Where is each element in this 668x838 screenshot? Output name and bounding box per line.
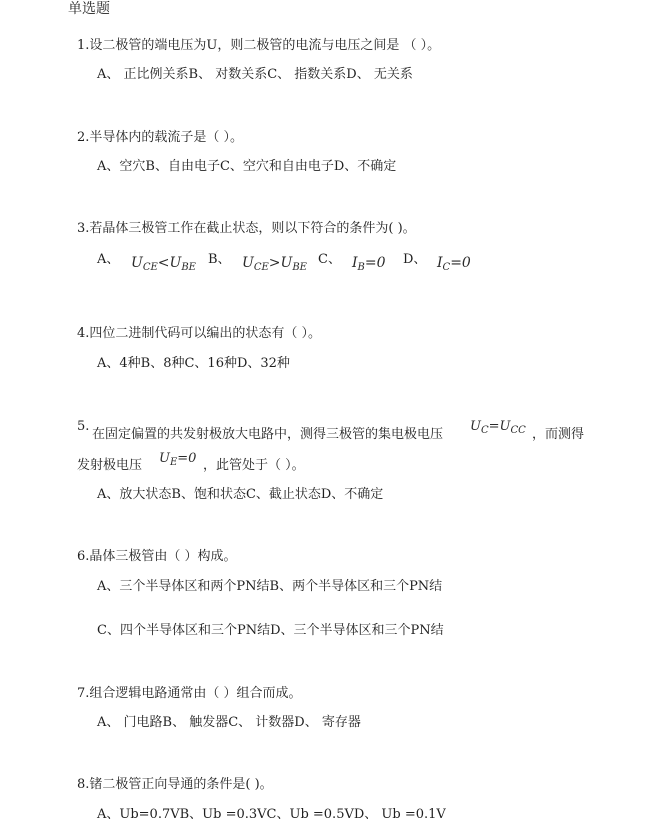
question-5-options: A、放大状态B、饱和状态C、截止状态D、不确定: [97, 487, 384, 502]
question-5-number: 5.: [77, 419, 90, 434]
question-8-options: A、Ub=0.7VB、Ub =0.3VC、Ub =0.5VD、 Ub =0.1V: [97, 807, 446, 822]
question-4-stem: 4.四位二进制代码可以编出的状态有（ ）。: [77, 326, 322, 341]
question-5-stem-part2: ，而测得: [532, 427, 585, 442]
question-3-option-b-label: B、: [208, 252, 231, 267]
question-5-formula-ue: $U_E=0$: [159, 451, 197, 468]
question-3-option-b-formula: $U_{CE}>U_{BE}$: [242, 255, 307, 273]
question-2-options: A、空穴B、自由电子C、空穴和自由电子D、不确定: [97, 159, 397, 174]
question-3-option-c-label: C、: [318, 252, 341, 267]
question-1-options: A、 正比例关系B、 对数关系C、 指数关系D、 无关系: [97, 67, 413, 82]
question-7-stem: 7.组合逻辑电路通常由（ ）组合而成。: [77, 686, 302, 701]
question-3-option-d-label: D、: [403, 252, 427, 267]
question-3-option-d-formula: $I_C=0$: [437, 255, 471, 273]
question-3-stem: 3.若晶体三极管工作在截止状态，则以下符合的条件为( )。: [77, 221, 416, 236]
question-2-stem: 2.半导体内的载流子是（ ）。: [77, 130, 244, 145]
question-5-stem-part1: 在固定偏置的共发射极放大电路中，测得三极管的集电极电压: [92, 427, 444, 442]
question-4-options: A、4种B、8种C、16种D、32种: [97, 356, 290, 371]
question-6-options-line1: A、三个半导体区和两个PN结B、两个半导体区和三个PN结: [97, 579, 443, 594]
question-1-stem: 1.设二极管的端电压为U，则二极管的电流与电压之间是 （ ）。: [77, 38, 441, 53]
question-5-stem-line2b: ，此管处于（ ）。: [203, 458, 305, 473]
section-title: 单选题: [68, 1, 110, 17]
question-3-option-a-formula: $U_{CE}<U_{BE}$: [131, 255, 196, 273]
question-5-stem-line2a: 发射极电压: [77, 458, 143, 473]
question-3-option-c-formula: $I_B=0$: [352, 255, 386, 273]
question-6-options-line2: C、四个半导体区和三个PN结D、三个半导体区和三个PN结: [97, 623, 444, 638]
question-3-option-a-label: A、: [97, 252, 120, 267]
question-8-stem: 8.锗二极管正向导通的条件是( )。: [77, 777, 273, 792]
question-5-formula-uc: $U_C=U_{CC}$: [470, 419, 526, 436]
question-6-stem: 6.晶体三极管由（ ）构成。: [77, 549, 237, 564]
question-7-options: A、 门电路B、 触发器C、 计数器D、 寄存器: [97, 715, 361, 730]
